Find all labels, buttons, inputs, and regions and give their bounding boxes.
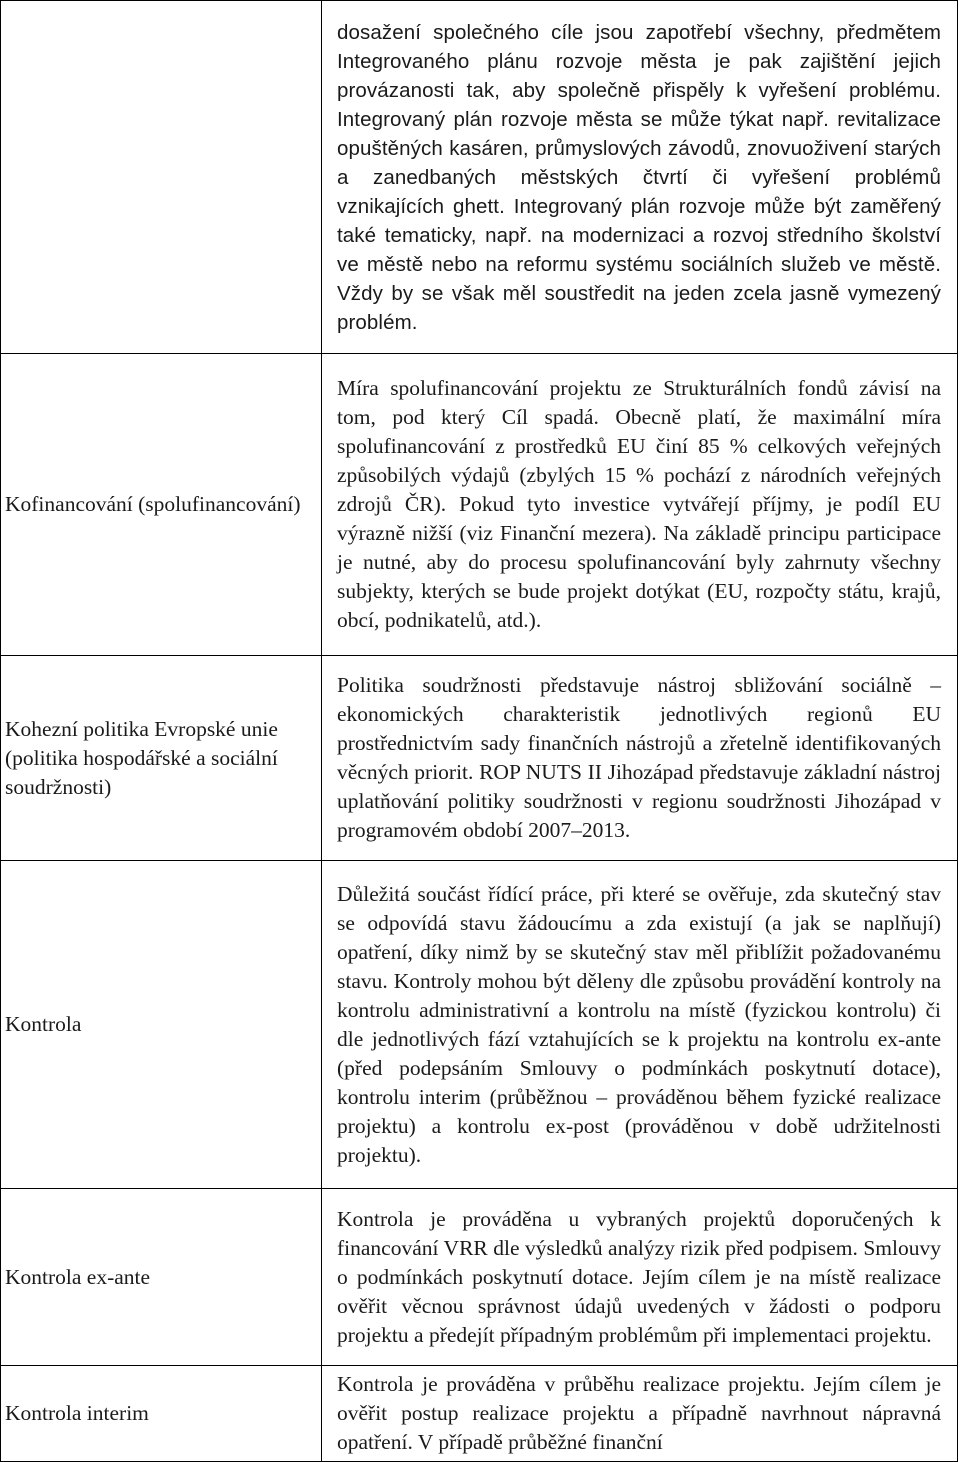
term-label: Kontrola ex-ante xyxy=(5,1264,151,1289)
description-cell xyxy=(322,861,958,1189)
description-text: Kontrola je prováděna v průběhu realizace projektu. Jejím cílem je ověřit postup realizace projektu a případně navrhnout nápravná opatření. V případě průběžné finanční xyxy=(337,1372,941,1454)
term-label: Kontrola xyxy=(5,1012,82,1036)
glossary-row xyxy=(1,656,958,861)
description-text: Politika soudržnosti představuje nástroj sbližování sociálně – ekonomických charakteristik jednotlivých regionů EU prostřednictvím sady finančních nástrojů a zřetelně identifikovaných věcných priorit. ROP NUTS II Jihozápad představuje základní nástroj uplatňování politiky soudržnosti v regionu soudržnosti Jihozápad v programovém období 2007–2013. xyxy=(337,673,941,842)
glossary-row xyxy=(1,354,958,656)
description-text: Míra spolufinancování projektu ze Strukturálních fondů závisí na tom, pod který Cíl spadá. Obecně platí, že maximální míra spolufinancování z prostředků EU činí 85 % celkových veřejných způsobilých výdajů (zbylých 15 % pochází z národních veřejných zdrojů ČR). Pokud tyto investice vytvářejí příjmy, je podíl EU výrazně nižší (viz Finanční mezera). Na základě principu participace je nutné, aby do procesu spolufinancování byly zahrnuty všechny subjekty, kterých se bude projekt dotýkat (EU, rozpočty státu, krajů, obcí, podnikatelů, atd.). xyxy=(337,376,941,632)
glossary-row xyxy=(1,1189,958,1366)
glossary-row xyxy=(1,1,958,354)
term-cell xyxy=(1,656,322,861)
term-label: Kontrola interim xyxy=(5,1401,149,1425)
term-label: Kohezní politika Evropské unie (politika hospodářské a sociální soudržnosti) xyxy=(5,716,278,799)
description-cell xyxy=(322,656,958,861)
term-cell xyxy=(1,1,322,354)
glossary-row xyxy=(1,861,958,1189)
description-text: Kontrola je prováděna u vybraných projektů doporučených k financování VRR dle výsledků analýzy rizik před podpisem. Smlouvy o podmínkách poskytnutí dotace. Jejím cílem je na místě realizace ověřit věcnou správnost údajů uvedených v žádosti o podporu projektu a předejít případným problémům při implementaci projektu. xyxy=(337,1206,941,1347)
description-cell xyxy=(322,354,958,656)
description-cell xyxy=(322,1189,958,1366)
term-cell xyxy=(1,861,322,1189)
glossary-row xyxy=(1,1366,958,1462)
description-cell xyxy=(322,1,958,354)
term-cell xyxy=(1,1189,322,1366)
description-cell xyxy=(322,1366,958,1462)
term-cell xyxy=(1,1366,322,1462)
term-label: Kofinancování (spolufinancování) xyxy=(5,492,301,516)
term-cell xyxy=(1,354,322,656)
description-text: dosažení společného cíle jsou zapotřebí všechny, předmětem Integrovaného plánu rozvoje města je pak zajištění jejich provázanosti tak, aby společně přispěly k vyřešení problému. Integrovaný plán rozvoje města se může týkat např. revitalizace opuštěných kasáren, průmyslových závodů, znovuoživení starých a zanedbaných městských čtvrtí či vyřešení problémů vznikajících ghett. Integrovaný plán rozvoje může být zaměřený také tematicky, např. na modernizaci a rozvoj středního školství ve městě nebo na reformu systému sociálních služeb ve městě. Vždy by se však měl soustředit na jeden zcela jasně vymezený problém. xyxy=(337,20,941,334)
description-text: Důležitá součást řídící práce, při které se ověřuje, zda skutečný stav se odpovídá stavu žádoucímu a zda existují (a jak se naplňují) opatření, díky nimž by se skutečný stav měl přiblížit požadovanému stavu. Kontroly mohou být děleny dle způsobu provádění kontroly na kontrolu administrativní a kontrolu na místě (fyzickou kontrolu) či dle jednotlivých fází vztahujících se k projektu na kontrolu ex-ante (před podepsáním Smlouvy o podmínkách poskytnutí dotace), kontrolu interim (průběžnou – prováděnou během fyzické realizace projektu) a kontrolu ex-post (prováděnou v době udržitelnosti projektu). xyxy=(337,881,941,1167)
